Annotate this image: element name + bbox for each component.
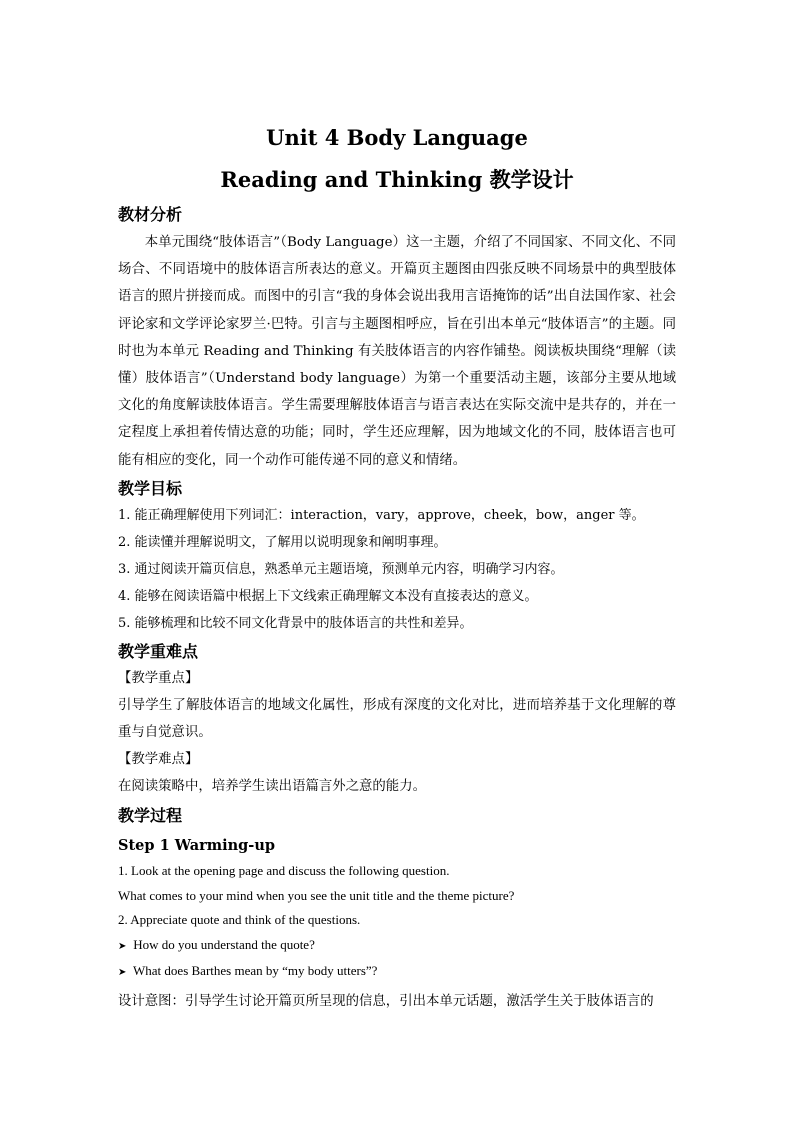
- section-heading-process: 教学过程: [118, 806, 183, 826]
- design-intent-text: 设计意图：引导学生讨论开篇页所呈现的信息，引出本单元话题，激活学生关于肢体语言的: [118, 993, 654, 1009]
- document-subtitle: Reading and Thinking 教学设计: [220, 167, 574, 192]
- bullet-item-1: [118, 933, 676, 960]
- bullet-text-2: What does Barthes mean by “my body utters”?: [133, 963, 378, 979]
- analysis-paragraph: 本单元围绕“肢体语言”（Body Language）这一主题，介绍了不同国家、不同文化、不同场合、不同语境中的肢体语言所表达的意义。开篇页主题图由四张反映不同场景中的典型肢体语言的照片拼接而成。而图中的引言“我的身体会说出我用言语掩饰的话”出自法国作家、社会评论家和文学评论家罗兰·巴特。引言与主题图相呼应，旨在引出本单元“肢体语言”的主题。同时也为本单元 Reading and Thinking 有关肢体语言的内容作铺垫。阅读板块围绕“理解（读懂）肢体语言”（Understand body language）为第一个重要活动主题，该部分主要从地域文化的角度解读肢体语言。学生需要理解肢体语言与语言表达在实际交流中是共存的，并在一定程度上承担着传情达意的功能；同时，学生还应理解，因为地域文化的不同，肢体语言也可能有相应的变化，同一个动作可能传递不同的意义和情绪。: [118, 235, 676, 468]
- process-line-3: 2. Appreciate quote and think of the questions.: [118, 912, 361, 928]
- section-heading-analysis: 教材分析: [118, 205, 183, 224]
- arrow-bullet-icon: ➤: [118, 967, 127, 979]
- focus-label: 【教学重点】: [118, 670, 199, 686]
- focus-text: 引导学生了解肢体语言的地域文化属性，形成有深度的文化对比，进而培养基于文化理解的尊重与自觉意识。: [118, 697, 676, 741]
- goal-item-3: 3. 通过阅读开篇页信息，熟悉单元主题语境，预测单元内容，明确学习内容。: [118, 561, 564, 577]
- section-heading-key-points: 教学重难点: [118, 641, 199, 661]
- goal-item-1: 1. 能正确理解使用下列词汇：interaction，vary，approve，cheek，bow，anger 等。: [118, 507, 645, 523]
- step-1-heading: Step 1 Warming-up: [118, 837, 276, 855]
- difficulty-label: 【教学难点】: [118, 752, 199, 768]
- goals-list: [118, 502, 676, 637]
- process-line-2: What comes to your mind when you see the unit title and the theme picture?: [118, 887, 515, 903]
- section-heading-goals: 教学目标: [118, 478, 183, 498]
- bullet-text-1: How do you understand the quote?: [133, 936, 315, 952]
- goal-item-5: 5. 能够梳理和比较不同文化背景中的肢体语言的共性和差异。: [118, 615, 473, 631]
- bullet-item-2: [118, 959, 676, 986]
- arrow-bullet-icon: ➤: [118, 940, 127, 952]
- document-page: [118, 120, 676, 1015]
- difficulty-text: 在阅读策略中，培养学生读出语篇言外之意的能力。: [118, 779, 426, 795]
- goal-item-4: 4. 能够在阅读语篇中根据上下文线索正确理解文本没有直接表达的意义。: [118, 588, 538, 604]
- document-title: Unit 4 Body Language: [266, 125, 528, 150]
- goal-item-2: 2. 能读懂并理解说明文，了解用以说明现象和阐明事理。: [118, 534, 447, 550]
- process-line-1: 1. Look at the opening page and discuss the following question.: [118, 863, 450, 879]
